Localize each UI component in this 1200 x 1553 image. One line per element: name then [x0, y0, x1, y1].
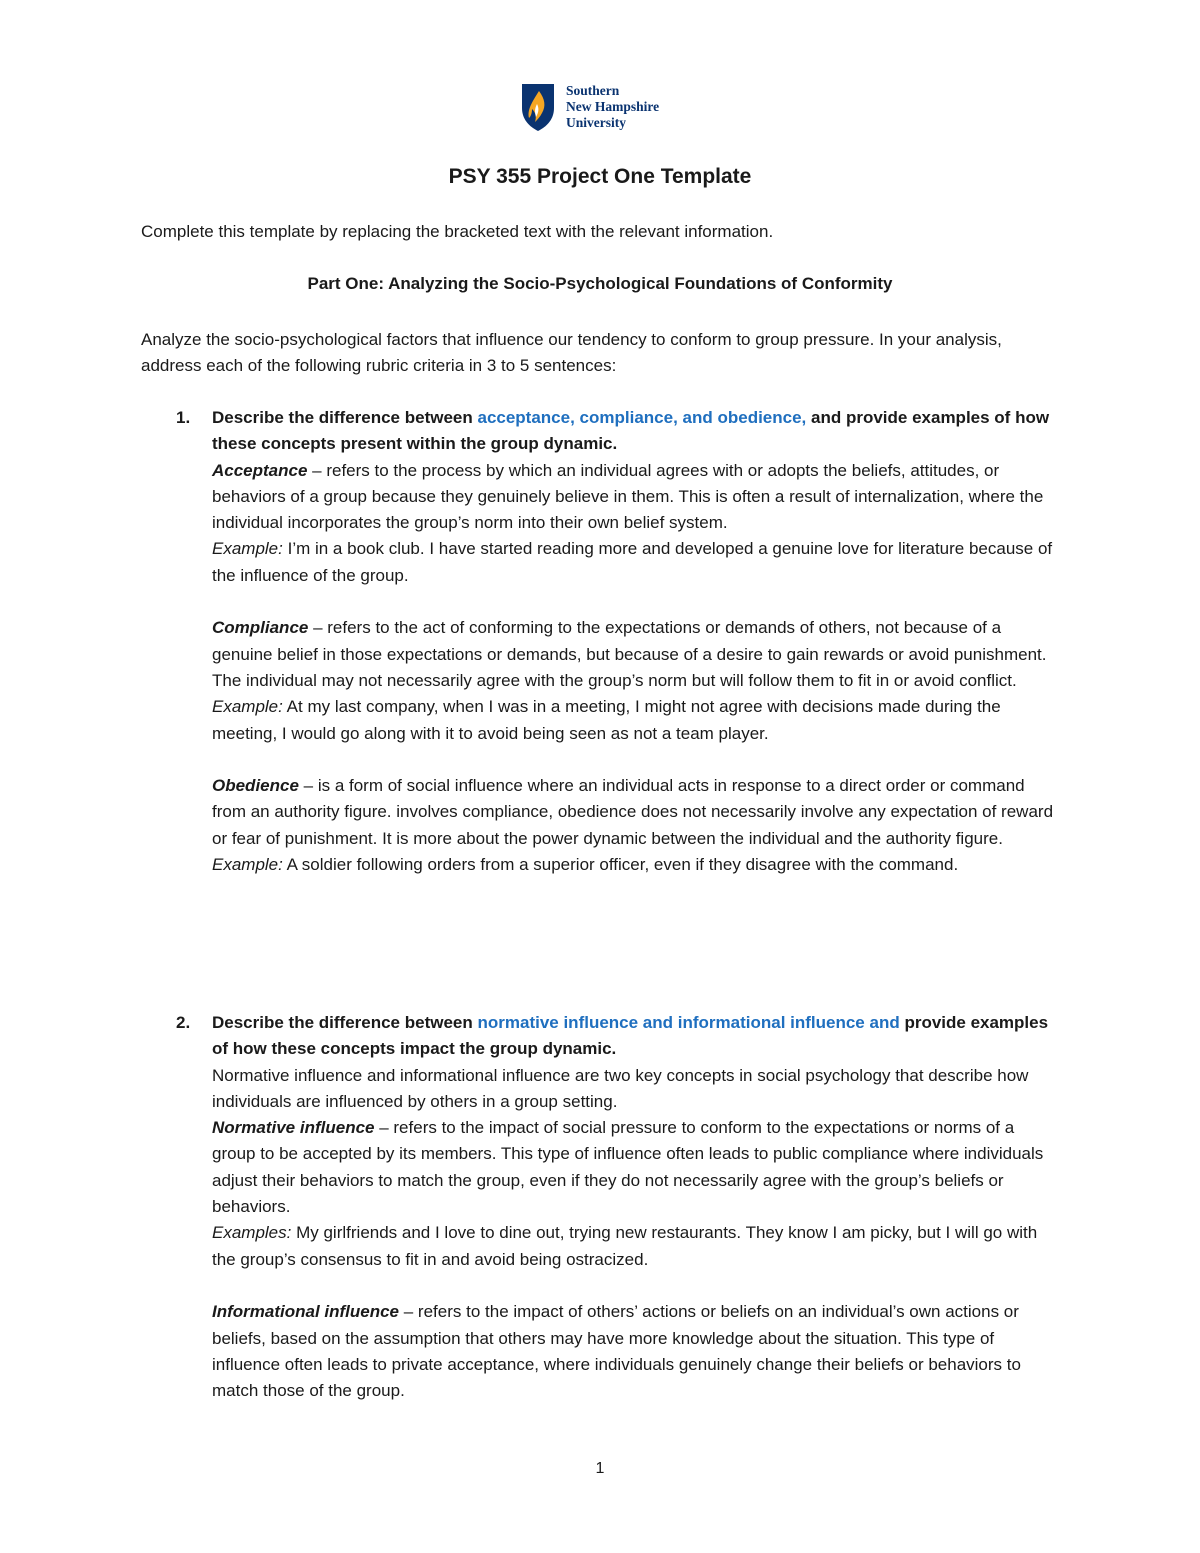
item-1-heading: [212, 405, 1062, 458]
part-one-heading: Part One: Analyzing the Socio-Psychological Foundations of Conformity: [307, 274, 893, 293]
example-label: Example:: [212, 539, 283, 559]
normative-example: [212, 1220, 1062, 1273]
example-text: I’m in a book club. I have started reading more and developed a genuine love for literature because of the influence of the group.: [212, 539, 1053, 585]
term-label: Obedience: [212, 776, 299, 796]
intro-text: Complete this template by replacing the bracketed text with the relevant information.: [141, 222, 774, 241]
item-2-heading: [212, 1010, 1062, 1063]
example-label: Example:: [212, 855, 283, 875]
term-definition: – is a form of social influence where an individual acts in response to a direct order or command from an authority figure. involves compliance, obedience does not necessarily involve any expectation of reward or fear of punishment. It is more about the power dynamic between the individual and the authority figure.: [212, 776, 1054, 848]
shield-flame-icon: [520, 82, 556, 132]
compliance-paragraph: [212, 615, 1062, 694]
logo-line-3: University: [566, 115, 626, 130]
term-label: Normative influence: [212, 1118, 375, 1138]
heading-text: and provide examples of how these concepts present within the group dynamic.: [212, 408, 1050, 454]
informational-paragraph: [212, 1299, 1062, 1404]
document-title: PSY 355 Project One Template: [448, 165, 752, 188]
logo-line-2: New Hampshire: [566, 99, 660, 114]
page-number: 1: [595, 1460, 605, 1477]
heading-text: Describe the difference between: [212, 1013, 478, 1032]
heading-highlight: acceptance, compliance, and obedience,: [477, 408, 807, 427]
heading-text: provide examples of how these concepts impact the group dynamic.: [212, 1013, 1049, 1059]
term-label: Acceptance: [212, 460, 308, 480]
example-label: Examples:: [212, 1223, 292, 1243]
term-definition: – refers to the process by which an individual agrees with or adopts the beliefs, attitudes, or behaviors of a group because they genuinely believe in them. This is often a result of internalization, where the individual incorporates the group’s norm into their own belief system.: [212, 460, 1044, 533]
obedience-paragraph: [212, 773, 1062, 852]
logo-line-1: Southern: [566, 83, 620, 98]
compliance-example: [212, 694, 1062, 747]
heading-text: Describe the difference between: [212, 408, 478, 427]
item-number: 2.: [176, 1013, 191, 1032]
acceptance-example: [212, 536, 1062, 589]
term-label: Informational influence: [212, 1302, 400, 1322]
obedience-example: [212, 852, 1062, 878]
example-text: My girlfriends and I love to dine out, trying new restaurants. They know I am picky, but I will go with the group’s consensus to fit in and avoid being ostracized.: [212, 1223, 1038, 1269]
influence-intro: Normative influence and informational influence are two key concepts in social psychology that describe how individuals are influenced by others in a group setting.: [212, 1065, 1029, 1111]
example-label: Example:: [212, 697, 283, 717]
acceptance-paragraph: [212, 458, 1062, 537]
term-label: Compliance: [212, 618, 309, 638]
term-definition: – refers to the impact of social pressure to conform to the expectations or norms of a group to be accepted by its members. This type of influence often leads to public compliance where individuals adjust their behaviors to match the group, even if they do not necessarily agree with the group’s beliefs or behaviors.: [212, 1118, 1044, 1217]
item-number: 1.: [176, 408, 191, 427]
heading-highlight: normative influence and informational influence and: [477, 1013, 900, 1032]
term-definition: – refers to the impact of others’ actions or beliefs on an individual’s own actions or beliefs, based on the assumption that others may have more knowledge about the situation. This type of influence often leads to private acceptance, where individuals genuinely change their beliefs or behaviors to match those of the group.: [212, 1302, 1021, 1401]
university-logo: [520, 82, 659, 132]
normative-paragraph: [212, 1115, 1062, 1220]
example-text: At my last company, when I was in a meeting, I might not agree with decisions made during the meeting, I would go along with it to avoid being seen as not a team player.: [212, 697, 1001, 743]
example-text: A soldier following orders from a superior officer, even if they disagree with the command.: [282, 855, 959, 875]
term-definition: – refers to the act of conforming to the expectations or demands of others, not because of a genuine belief in those expectations or demands, but because of a desire to gain rewards or avoid punishment. The individual may not necessarily agree with the group’s norm but will follow them to fit in or avoid conflict.: [212, 618, 1047, 690]
analyze-instructions: Analyze the socio-psychological factors that influence our tendency to conform to group pressure. In your analysis, address each of the following rubric criteria in 3 to 5 sentences:: [141, 330, 1002, 375]
